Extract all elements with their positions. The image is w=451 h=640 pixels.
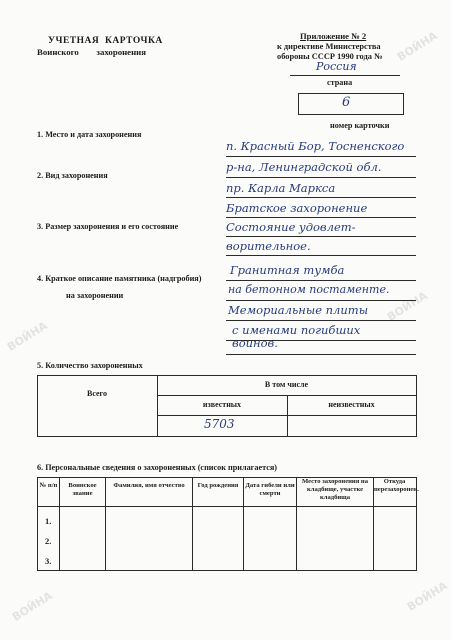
entry-underline	[226, 156, 416, 157]
handwritten-line: воинов.	[232, 336, 278, 350]
card-number-value: 6	[342, 95, 351, 110]
handwritten-line: п. Красный Бор, Тосненского	[226, 139, 405, 153]
card-title: УЧЕТНАЯ КАРТОЧКА	[48, 36, 163, 46]
row-number: 3.	[45, 556, 52, 566]
section-3-label: 3. Размер захоронения и его состояние	[37, 222, 179, 231]
card-number-box	[298, 93, 404, 115]
header-birth-year: Год рождения	[197, 482, 239, 489]
section-5-label: 5. Количество захороненных	[37, 361, 143, 370]
handwritten-line: Мемориальные плиты	[228, 303, 369, 317]
row-number: 1.	[45, 516, 52, 526]
handwritten-line: Состояние удовлет-	[226, 220, 356, 234]
section-2-label: 2. Вид захоронения	[37, 171, 108, 180]
section-1-label: 1. Место и дата захоронения	[37, 130, 142, 139]
entry-underline	[226, 354, 416, 355]
header-reburied-from: Откуда перезахоронен.	[374, 478, 419, 493]
section-6-label: 6. Персональные сведения о захороненных (список прилагается)	[37, 463, 278, 472]
card-number-label: номер карточки	[330, 121, 390, 130]
entry-underline	[226, 217, 416, 218]
count-header-known: известных	[202, 400, 242, 409]
entry-underline	[226, 236, 416, 237]
count-header-total: Всего	[87, 389, 107, 398]
country-value: Россия	[316, 60, 357, 73]
handwritten-line: р-на, Ленинградской обл.	[226, 160, 382, 174]
handwritten-line: пр. Карла Маркса	[226, 181, 336, 195]
personal-table-divider	[105, 477, 106, 570]
header-rank: Воинское звание	[68, 482, 97, 497]
handwritten-line: на бетонном постаменте.	[228, 283, 390, 296]
personal-table-divider	[37, 506, 416, 507]
header-death-date: Дата гибели или смерти	[245, 482, 295, 497]
entry-underline	[226, 177, 416, 178]
appendix-title: Приложение № 2	[300, 31, 367, 41]
header-full-name: Фамилия, имя отчество	[113, 482, 185, 489]
appendix-line-2: обороны СССР 1990 года №	[277, 52, 383, 61]
card-subtitle: Воинского захоронения	[37, 47, 146, 57]
country-underline	[290, 75, 400, 76]
appendix-line-1: к директиве Министерства	[277, 42, 381, 51]
personal-table-divider	[192, 477, 193, 570]
count-value-known: 5703	[204, 417, 235, 431]
row-number: 2.	[45, 536, 52, 546]
watermark: ВОЙНА	[394, 29, 440, 64]
entry-underline	[226, 320, 416, 321]
entry-underline	[226, 280, 416, 281]
header-number: № п/п	[39, 482, 58, 489]
count-header-including: В том числе	[264, 380, 309, 389]
handwritten-line: ворительное.	[226, 239, 311, 253]
handwritten-line: Братское захоронение	[226, 201, 368, 215]
entry-underline	[226, 255, 416, 256]
watermark: ВОЙНА	[4, 319, 50, 354]
entry-underline	[226, 300, 416, 301]
entry-underline	[226, 197, 416, 198]
count-header-unknown: неизвестных	[328, 400, 375, 409]
section-4-label-line-1: 4. Краткое описание памятника (надгробия)	[37, 274, 202, 283]
section-4-label-line-2: на захоронении	[66, 291, 124, 300]
handwritten-line: Гранитная тумба	[230, 263, 345, 277]
watermark: ВОЙНА	[384, 289, 430, 324]
watermark: ВОЙНА	[9, 589, 55, 624]
country-label: страна	[327, 78, 353, 87]
watermark: ВОЙНА	[404, 579, 450, 614]
handwritten-line: с именами погибших	[232, 323, 361, 337]
header-burial-place: Место захоронения на кладбище, участке кладбища	[301, 478, 369, 501]
